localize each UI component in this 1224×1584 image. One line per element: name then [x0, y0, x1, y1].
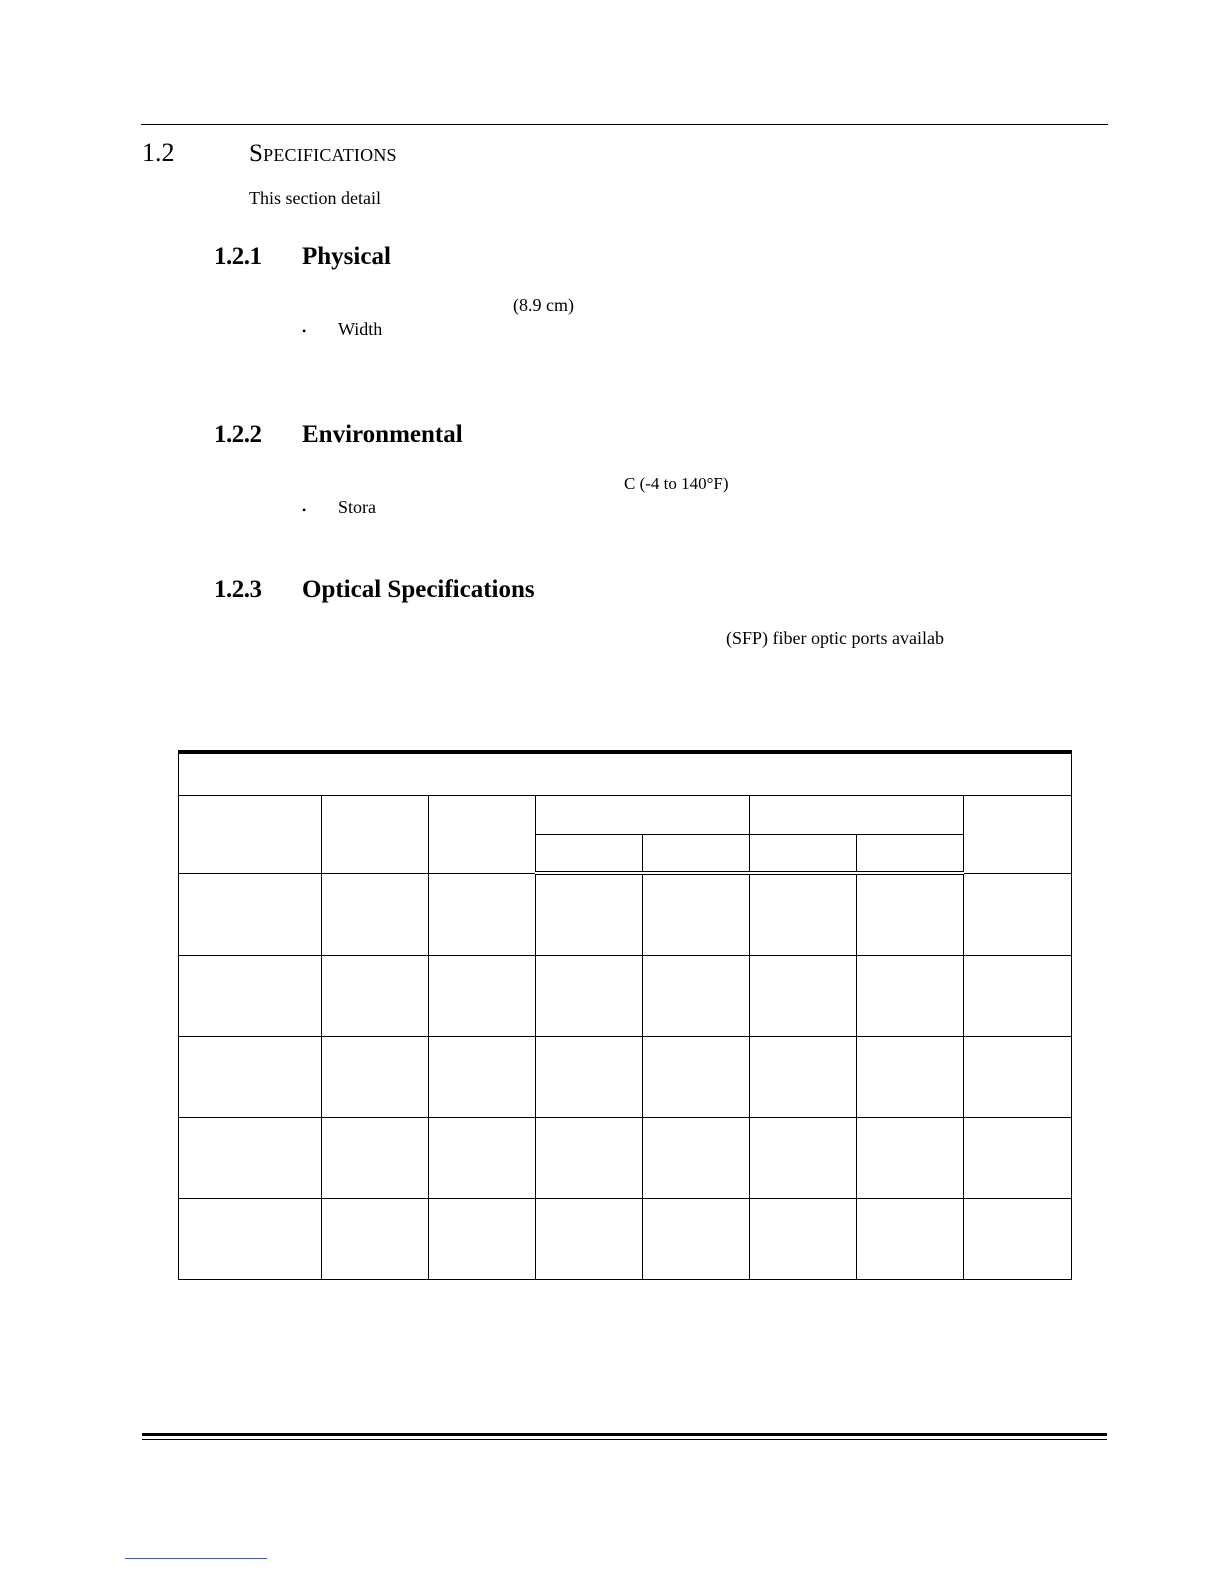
footer-rule-thin [142, 1439, 1107, 1440]
table-row [179, 1118, 1072, 1199]
table-row [179, 1037, 1072, 1118]
section-intro: This section detail [249, 188, 381, 208]
table-subheader-cell [857, 835, 964, 874]
environmental-title: Environmental [302, 421, 463, 448]
table-header-cell [964, 796, 1072, 874]
physical-width-item: Width [338, 319, 383, 339]
bullet-icon: • [302, 324, 307, 338]
optical-number: 1.2.3 [214, 576, 262, 603]
header-rule [141, 124, 1108, 125]
environmental-storage-item: Stora [338, 497, 376, 517]
environmental-temperature-value: C (-4 to 140°F) [624, 474, 729, 493]
table-header-group-cell [536, 796, 750, 835]
table-header-cell [322, 796, 429, 874]
table-header-cell [429, 796, 536, 874]
section-title: Specifications [249, 140, 397, 167]
optical-title: Optical Specifications [302, 576, 535, 603]
section-number: 1.2 [142, 138, 175, 167]
table-subheader-cell [643, 835, 750, 874]
table-row [179, 956, 1072, 1037]
table-row [179, 1199, 1072, 1280]
table-subheader-cell [536, 835, 643, 874]
optical-intro: (SFP) fiber optic ports availab [726, 628, 944, 648]
environmental-number: 1.2.2 [214, 421, 262, 448]
table-caption-cell [179, 752, 1072, 796]
bullet-icon: • [302, 503, 307, 517]
table-header-cell [179, 796, 322, 874]
footer-link-underline[interactable] [125, 1558, 267, 1559]
physical-height-value: (8.9 cm) [513, 295, 574, 315]
physical-title: Physical [302, 243, 391, 270]
table-subheader-cell [750, 835, 857, 874]
table-row [179, 873, 1072, 956]
physical-number: 1.2.1 [214, 243, 262, 270]
table-header-group-cell [750, 796, 964, 835]
footer-rule [142, 1433, 1107, 1436]
optical-spec-table [178, 750, 1072, 1280]
